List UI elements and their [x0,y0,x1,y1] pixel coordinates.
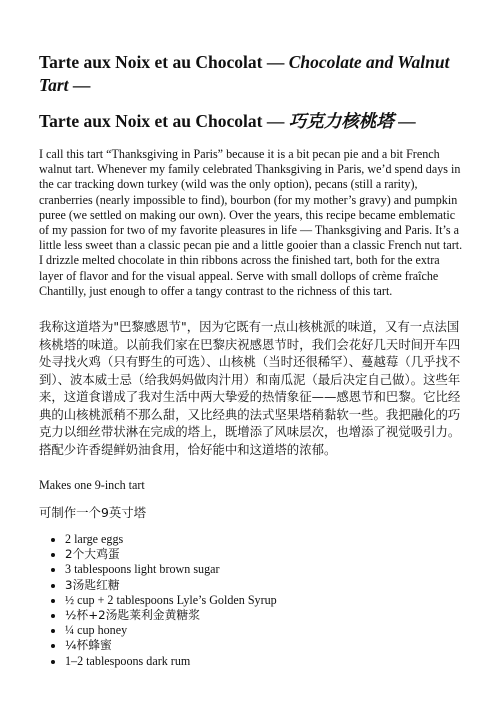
ingredient-item: • 1–2 tablespoons dark rum [65,654,463,669]
ingredient-item: • ¼杯蜂蜜 [65,638,463,653]
title-french-part: Tarte aux Noix et au Chocolat — [39,52,289,72]
title-dash: — [393,111,416,131]
intro-paragraph-chinese: 我称这道塔为"巴黎感恩节"，因为它既有一点山核桃派的味道，又有一点法国核桃塔的味道。以前我们家在巴黎庆祝感恩节时，我们会花好几天时间开车四处寻找火鸡（只有野生的可选）、山核桃（当时还很稀罕）、蔓越莓（几乎找不到）、波本威士忌（给我妈妈做肉汁用）和南瓜泥（最后决定自己做）。这些年来，这道食谱成了我对生活中两大挚爱的热情象征——感恩节和巴黎。它比经典的山核桃派稍不那么甜，又比经典的法式坚果塔稍黏软一些。我把融化的巧克力以细丝带状淋在完成的塔上，既增添了风味层次，也增添了视觉吸引力。搭配少许香缇鲜奶油食用，恰好能中和这道塔的浓郁。 [39,319,461,457]
ingredient-item: • ½ cup + 2 tablespoons Lyle’s Golden Syrup [65,593,463,608]
ingredient-item: • ¼ cup honey [65,623,463,638]
ingredient-list [39,532,463,669]
yield-chinese: 可制作一个9英寸塔 [39,505,147,520]
ingredient-item: • 3汤匙红糖 [65,578,463,593]
yield-english: Makes one 9-inch tart [39,478,145,492]
recipe-title-english [39,51,470,97]
title-dash: — [68,75,91,95]
ingredient-item: • 2 large eggs [65,532,463,547]
title-chinese-part: 巧克力核桃塔 [288,111,394,131]
ingredient-item: • ½杯+2汤匙莱利金黄糖浆 [65,608,463,623]
ingredient-item: • 2个大鸡蛋 [65,547,463,562]
title-english-part: Chocolate and Walnut Tart [39,52,450,95]
recipe-title-chinese [39,110,470,133]
title-french-part: Tarte aux Noix et au Chocolat — [39,111,289,131]
intro-paragraph-english: I call this tart “Thanksgiving in Paris” because it is a bit pecan pie and a bit French walnut tart. Whenever my family celebrated Thanksgiving in Paris, we’d spend days in the car tracking down turkey (wild was the only option), pecans (still a rarity), cranberries (nearly impossible to find), bourbon (for my mother’s gravy) and pumpkin puree (we settled on making our own). Over the years, this recipe became emblematic of my passion for two of my favorite pleasures in life — Thanksgiving and Paris. It’s a little less sweet than a classic pecan pie and a little gooier than a classic French nut tart. I drizzle melted chocolate in thin ribbons across the finished tart, both for the extra layer of flavor and for the visual appeal. Serve with small dollops of crème fraîche Chantilly, just enough to offer a tangy contrast to the richness of this tart. [39,147,463,298]
ingredient-item: • 3 tablespoons light brown sugar [65,562,463,577]
